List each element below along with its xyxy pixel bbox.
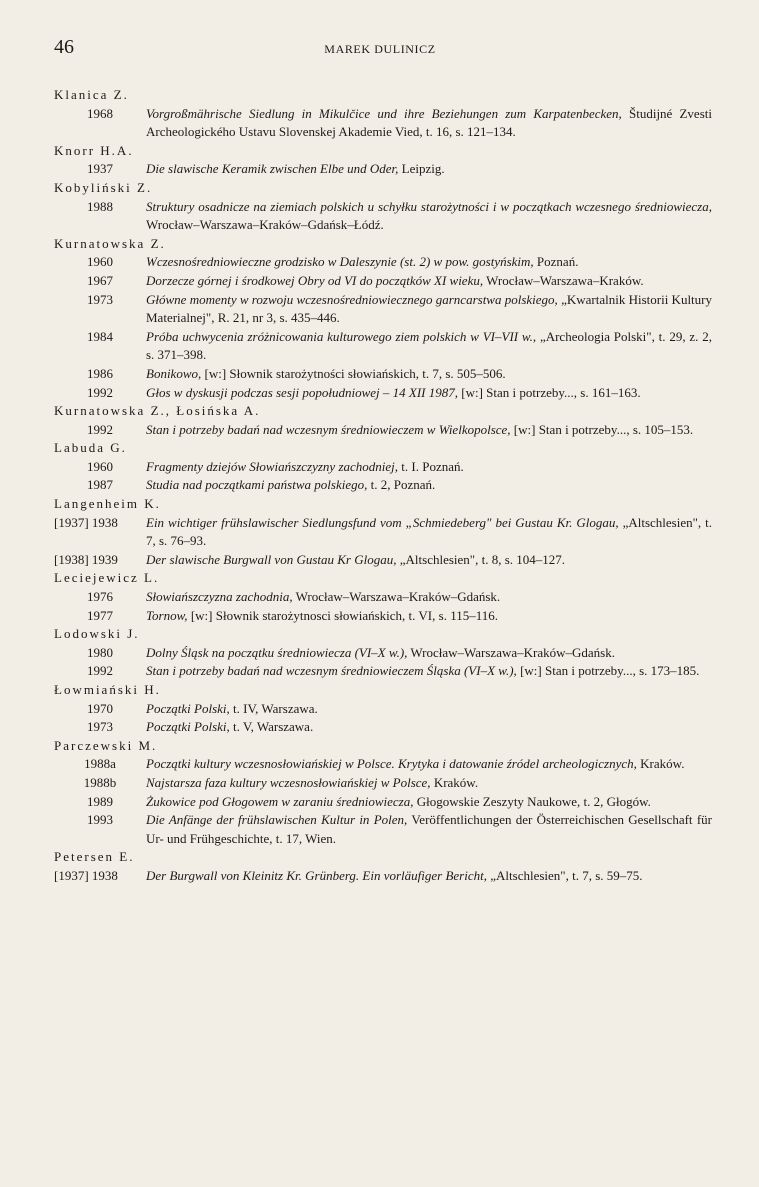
bib-entry <box>54 160 712 179</box>
bib-title: Studia nad początkami państwa polskiego, <box>146 477 368 493</box>
bib-citation <box>146 365 712 384</box>
bib-year: 1984 <box>87 328 113 344</box>
bib-author: Parczewski M. <box>54 737 158 753</box>
bib-year: 1977 <box>87 607 113 623</box>
bib-title: Vorgroßmährische Siedlung in Mikulčice und ihre Beziehungen zum Karpatenbecken, <box>146 105 622 121</box>
bib-title: Struktury osadnicze na ziemiach polskich u schyłku starożytności i w początkach wczesnego średniowiecza, <box>146 198 712 214</box>
bib-details: Wrocław–Warszawa–Kraków–Gdańsk. <box>292 589 501 605</box>
bib-details: [w:] Stan i potrzeby..., s. 105–153. <box>510 421 694 437</box>
bib-title: Początki Polski, <box>146 700 230 716</box>
bib-details: Poznań. <box>533 254 579 270</box>
bib-details: [w:] Słownik starożytności słowiańskich, t. 7, s. 505–506. <box>201 365 506 381</box>
bib-title: Die Anfänge der frühslawischen Kultur in Polen, <box>146 812 408 828</box>
bib-author: Klanica Z. <box>54 87 129 102</box>
bib-entry <box>54 755 712 774</box>
bib-entry <box>54 421 712 440</box>
bib-year: 1937 <box>87 161 113 177</box>
bib-entry <box>54 514 712 551</box>
bib-author: Kobyliński Z. <box>54 179 153 195</box>
bib-citation <box>146 551 712 570</box>
bib-citation <box>146 811 712 848</box>
bib-details: Leipzig. <box>398 161 445 177</box>
bib-entry <box>54 551 712 570</box>
bib-title: Bonikowo, <box>146 365 202 381</box>
bib-details: t. 2, Poznań. <box>367 477 436 493</box>
bib-entry <box>54 588 712 607</box>
bib-year: 1987 <box>87 477 113 493</box>
bib-entry <box>54 476 712 495</box>
bib-citation <box>146 662 712 681</box>
bib-details: Wrocław–Warszawa–Kraków. <box>483 272 644 288</box>
bib-author: Labuda G. <box>54 440 127 456</box>
bib-title: Początki kultury wczesnosłowiańskiej w Polsce. Krytyka i datowanie źródel archeologicznych, <box>146 756 637 772</box>
bib-year: 1960 <box>87 458 113 474</box>
bib-year: [1937] 1938 <box>54 514 118 530</box>
bib-year: 1992 <box>87 421 113 437</box>
bib-citation <box>146 476 712 495</box>
bib-citation <box>146 458 712 477</box>
page-number: 46 <box>54 36 74 58</box>
bib-title: Fragmenty dziejów Słowiańszczyzny zachodniej, <box>146 458 399 474</box>
bib-title: Dorzecze górnej i środkowej Obry od VI do początków XI wieku, <box>146 272 484 288</box>
bib-details: [w:] Stan i potrzeby..., s. 161–163. <box>458 384 641 400</box>
bib-entry <box>54 458 712 477</box>
bib-year: 1988b <box>83 774 117 790</box>
bib-citation <box>146 272 712 291</box>
bibliography <box>54 86 712 886</box>
bib-year: 1976 <box>87 589 113 605</box>
page-header <box>50 36 710 62</box>
bib-details: „Archeologia Polski", t. 29, z. 2, s. 371–398. <box>146 328 712 363</box>
bib-citation <box>146 384 712 403</box>
bib-citation <box>146 718 712 737</box>
bib-citation <box>146 755 712 774</box>
bib-citation <box>146 588 712 607</box>
bib-details: t. IV, Warszawa. <box>229 700 318 716</box>
bib-title: Wczesnośredniowieczne grodzisko w Daleszynie (st. 2) w pow. gostyńskim, <box>146 254 534 270</box>
bib-entry <box>54 662 712 681</box>
bib-title: Początki Polski, <box>146 719 230 735</box>
bib-details: Wrocław–Warszawa–Kraków–Gdańsk. <box>407 644 615 660</box>
bib-year: 1968 <box>87 105 113 121</box>
bib-citation <box>146 514 712 551</box>
bib-details: Veröffentlichungen der Österreichischen Gesellschaft für Ur- und Frühgeschichte, t. 17, Wien. <box>146 812 712 846</box>
bib-entry <box>54 718 712 737</box>
bib-year: 1988a <box>84 756 116 772</box>
bib-citation <box>146 793 712 812</box>
bib-entry <box>54 793 712 812</box>
bib-year: 1967 <box>87 272 113 288</box>
bib-details: „Altschlesien", t. 7, s. 59–75. <box>487 867 643 883</box>
bib-details: Kraków. <box>430 774 479 790</box>
bib-title: Tornow, <box>146 607 188 623</box>
bib-entry <box>54 700 712 719</box>
bib-title: Der slawische Burgwall von Gustau Kr Glogau, <box>146 551 397 567</box>
bib-details: [w:] Stan i potrzeby..., s. 173–185. <box>516 663 700 679</box>
bib-details: t. I. Poznań. <box>398 458 464 474</box>
bib-title: Dolny Śląsk na początku średniowiecza (VI–X w.), <box>146 644 408 660</box>
bib-citation <box>146 253 712 272</box>
bib-citation <box>146 700 712 719</box>
bib-details: [w:] Słownik starożytnosci słowiańskich, t. VI, s. 115–116. <box>187 607 498 623</box>
bib-details: Wrocław–Warszawa–Kraków–Gdańsk–Łódź. <box>146 217 384 233</box>
bib-title: Próba uchwycenia zróżnicowania kulturowego ziem polskich w VI–VII w., <box>146 328 537 344</box>
bib-citation <box>146 160 712 179</box>
bib-citation <box>146 421 712 440</box>
bib-citation <box>146 198 712 235</box>
bib-title: Stan i potrzeby badań nad wczesnym średniowieczem w Wielkopolsce, <box>146 421 511 437</box>
bib-year: 1993 <box>87 812 113 828</box>
bib-citation <box>146 774 712 793</box>
bib-author: Łowmiański H. <box>54 682 161 697</box>
bib-title: Żukowice pod Głogowem w zaraniu średniowiecza, <box>146 793 414 809</box>
bib-author: Kurnatowska Z. <box>54 235 166 251</box>
bib-title: Słowiańszczyzna zachodnia, <box>146 589 293 605</box>
bib-citation <box>146 291 712 328</box>
bib-year: 1973 <box>87 719 113 735</box>
bib-entry <box>54 105 712 142</box>
bib-entry <box>54 867 712 886</box>
bib-author: Leciejewicz L. <box>54 570 160 586</box>
bib-year: 1973 <box>87 291 113 307</box>
bib-details: „Kwartalnik Historii Kultury Materialnej", R. 21, nr 3, s. 435–446. <box>146 291 712 326</box>
bib-details: Kraków. <box>636 756 685 772</box>
bib-details: t. V, Warszawa. <box>229 719 314 735</box>
bib-title: Główne momenty w rozwoju wczesnośredniowiecznego garncarstwa polskiego, <box>146 291 558 307</box>
bib-year: 1960 <box>87 254 113 270</box>
bib-author: Petersen E. <box>54 849 135 865</box>
bib-title: Stan i potrzeby badań nad wczesnym średniowieczem Śląska (VI–X w.), <box>146 663 517 679</box>
bib-title: Najstarsza faza kultury wczesnosłowiańskiej w Polsce, <box>146 774 431 790</box>
bib-entry <box>54 328 712 365</box>
bib-citation <box>146 644 712 663</box>
bib-entry <box>54 644 712 663</box>
bib-entry <box>54 607 712 626</box>
bib-year: 1992 <box>87 384 113 400</box>
bib-entry <box>54 384 712 403</box>
bib-citation <box>146 607 712 626</box>
bib-year: [1938] 1939 <box>54 551 118 567</box>
bib-year: 1970 <box>87 700 113 716</box>
running-head: MAREK DULINICZ <box>324 42 436 56</box>
bib-title: Ein wichtiger frühslawischer Siedlungsfund vom „Schmiedeberg" bei Gustau Kr. Glogau, <box>146 514 619 530</box>
bib-year: 1988 <box>87 198 113 214</box>
bib-author: Kurnatowska Z., Łosińska A. <box>54 403 261 419</box>
bib-entry <box>54 272 712 291</box>
bib-year: [1937] 1938 <box>54 867 118 883</box>
bib-entry <box>54 365 712 384</box>
bib-year: 1992 <box>87 663 113 679</box>
bib-citation <box>146 867 712 886</box>
bib-details: „Altschlesien", t. 7, s. 76–93. <box>146 514 713 549</box>
bib-title: Die slawische Keramik zwischen Elbe und Oder, <box>146 161 399 177</box>
bib-entry <box>54 774 712 793</box>
bib-citation <box>146 328 712 365</box>
bib-entry <box>54 811 712 848</box>
bib-year: 1989 <box>87 793 113 809</box>
bib-title: Głos w dyskusji podczas sesji popołudniowej – 14 XII 1987, <box>146 384 458 400</box>
bib-details: Študijné Zvesti Archeologického Ustavu Slovenskej Akademie Vied, t. 16, s. 121–134. <box>146 105 712 140</box>
bib-entry <box>54 253 712 272</box>
bib-title: Der Burgwall von Kleinitz Kr. Grünberg. Ein vorläufiger Bericht, <box>146 867 487 883</box>
bib-year: 1986 <box>87 365 113 381</box>
bib-year: 1980 <box>87 644 113 660</box>
bib-details: Głogowskie Zeszyty Naukowe, t. 2, Głogów. <box>413 793 651 809</box>
bib-author: Langenheim K. <box>54 496 161 512</box>
bib-entry <box>54 291 712 328</box>
bib-citation <box>146 105 712 142</box>
bib-details: „Altschlesien", t. 8, s. 104–127. <box>396 551 566 567</box>
bib-entry <box>54 198 712 235</box>
bib-author: Lodowski J. <box>54 626 140 642</box>
bib-author: Knorr H.A. <box>54 142 134 158</box>
